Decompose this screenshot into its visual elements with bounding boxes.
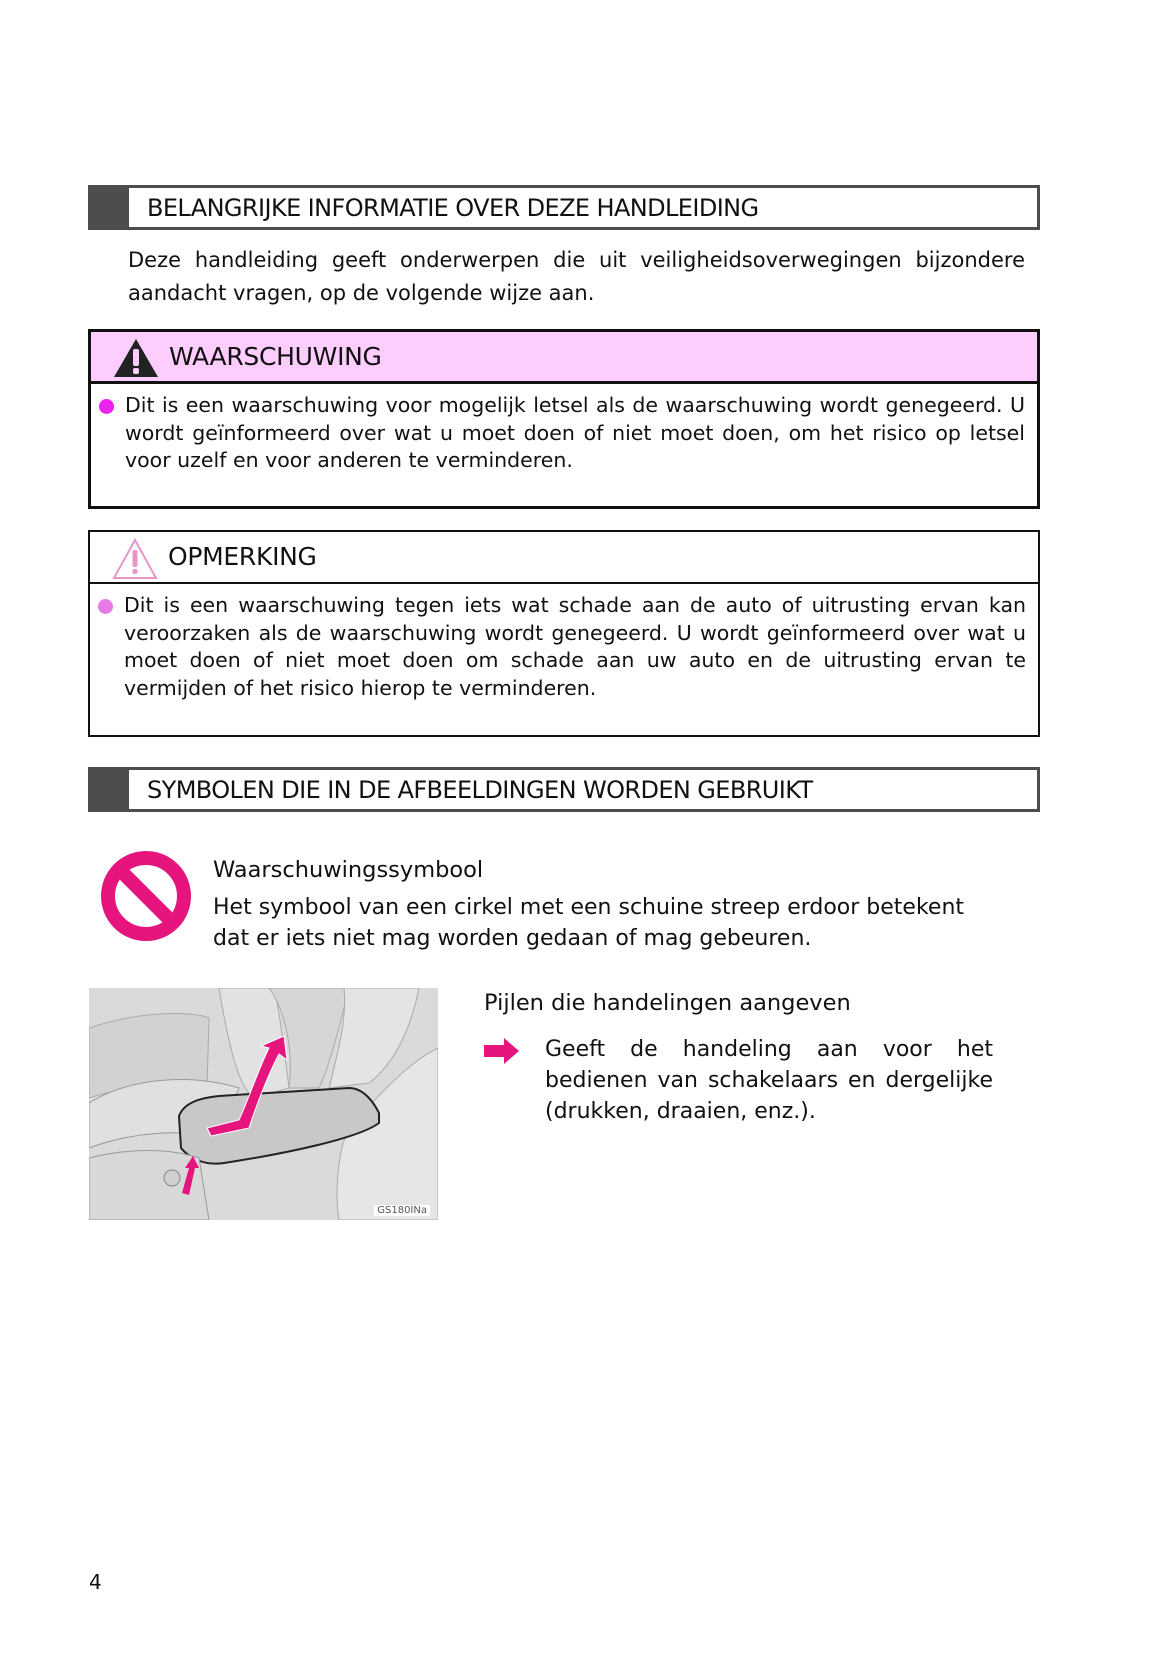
intro-paragraph: Deze handleiding geeft onderwerpen die uit veiligheidsoverwegingen bijzondere aandacht vragen, op de volgende wijze aan. [128, 248, 1025, 305]
action-arrow-icon [484, 1038, 520, 1064]
symbol-title-prohibition: Waarschuwingssymbool [213, 857, 484, 883]
warning-label: WAARSCHUWING [169, 342, 382, 371]
symbol-text-prohibition: Het symbool van een cirkel met een schuine streep erdoor betekent dat er iets niet mag worden gedaan of mag gebeuren. [213, 895, 965, 951]
section-header-important-info [88, 185, 1040, 230]
section-title: SYMBOLEN DIE IN DE AFBEELDINGEN WORDEN GEBRUIKT [147, 776, 813, 804]
warning-triangle-icon [113, 338, 159, 378]
prohibition-icon [100, 850, 192, 942]
note-header [90, 532, 1038, 584]
section-header-block [88, 767, 129, 812]
figure-code: GS180INa [374, 1205, 430, 1216]
note-text: Dit is een waarschuwing tegen iets wat schade aan de auto of uitrusting ervan kan veroorzaken als de waarschuwing wordt genegeerd. U wordt geïnformeerd over wat u moet doen of niet moet doen om schade aan uw auto en de uitrusting ervan te vermijden of het risico hierop te verminderen. [124, 593, 1026, 700]
note-box [88, 530, 1040, 737]
page-number: 4 [89, 1570, 102, 1594]
note-label: OPMERKING [168, 542, 317, 571]
note-body [90, 584, 1038, 702]
caution-triangle-outline-icon [112, 538, 158, 580]
symbol-text-arrow: Geeft de handeling aan voor het bedienen van schakelaars en dergelijke (drukken, draaien, enz.). [545, 1037, 993, 1124]
section-title: BELANGRIJKE INFORMATIE OVER DEZE HANDLEIDING [147, 194, 759, 222]
symbol-title-arrow: Pijlen die handelingen aangeven [484, 990, 851, 1016]
bullet-icon [99, 399, 114, 414]
warning-box [88, 329, 1040, 509]
bullet-icon [98, 599, 113, 614]
section-header-block [88, 185, 129, 230]
warning-header [91, 332, 1037, 384]
section-header-symbols [88, 767, 1040, 812]
armrest-console-illustration-icon [89, 988, 438, 1220]
warning-body [91, 384, 1037, 475]
armrest-illustration [89, 988, 438, 1220]
warning-text: Dit is een waarschuwing voor mogelijk letsel als de waarschuwing wordt genegeerd. U wordt geïnformeerd over wat u moet doen of niet moet doen, om het risico op letsel voor uzelf en voor anderen te verminderen. [125, 393, 1025, 472]
